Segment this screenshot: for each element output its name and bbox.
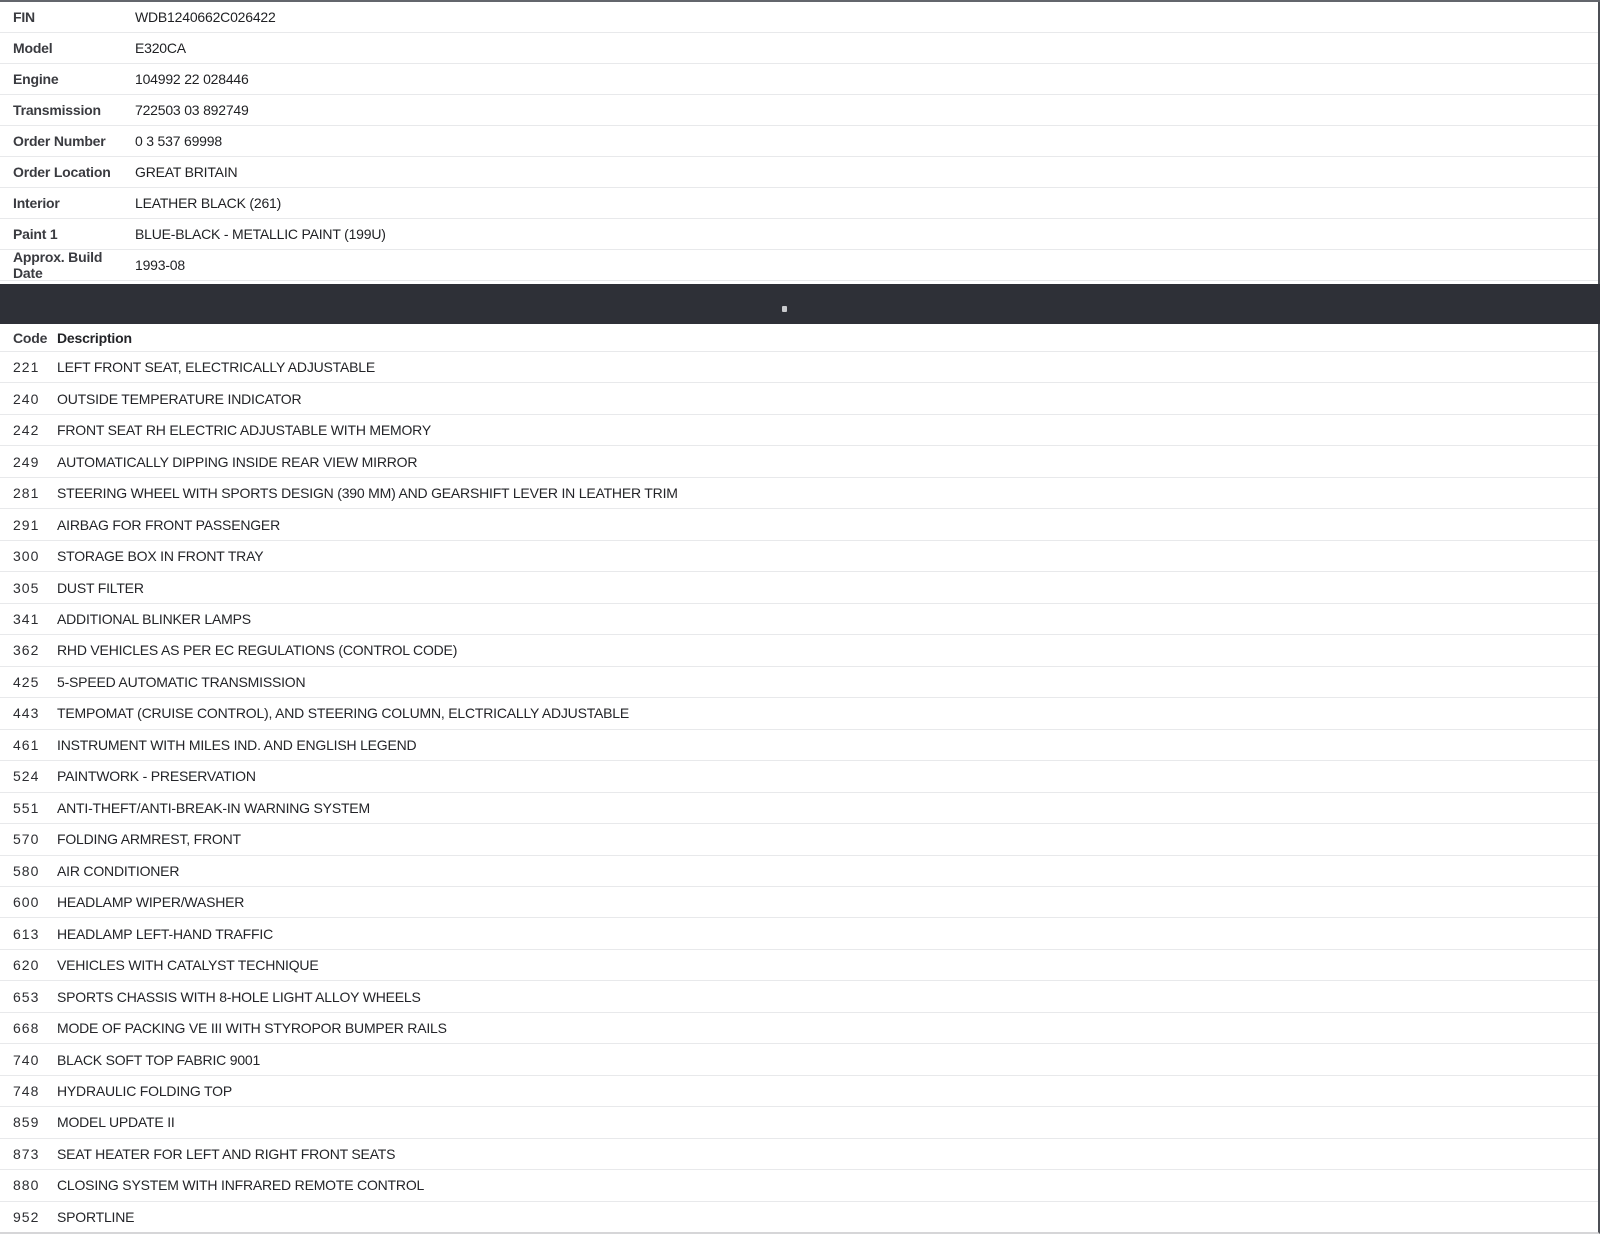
table-row (0, 981, 1598, 1012)
table-row (0, 478, 1598, 509)
table-row (0, 887, 1598, 918)
description-cell: PAINTWORK - PRESERVATION (57, 768, 256, 785)
info-row (0, 33, 1598, 64)
table-row (0, 730, 1598, 761)
info-value: LEATHER BLACK (261) (135, 195, 282, 211)
table-row (0, 1202, 1598, 1232)
code-cell: 281 (13, 485, 40, 502)
code-cell: 613 (13, 925, 40, 942)
code-cell: 443 (13, 705, 40, 722)
code-cell: 873 (13, 1145, 40, 1162)
description-cell: SPORTLINE (57, 1208, 135, 1225)
info-row (0, 219, 1598, 250)
table-header-row (0, 324, 1598, 352)
table-row (0, 667, 1598, 698)
info-label: Transmission (13, 102, 101, 118)
code-cell: 653 (13, 988, 40, 1005)
description-cell: ADDITIONAL BLINKER LAMPS (57, 610, 251, 627)
table-row (0, 1076, 1598, 1107)
table-row (0, 383, 1598, 414)
description-cell: VEHICLES WITH CATALYST TECHNIQUE (57, 957, 319, 974)
code-cell: 425 (13, 673, 40, 690)
code-cell: 461 (13, 736, 40, 753)
description-cell: RHD VEHICLES AS PER EC REGULATIONS (CONTROL CODE) (57, 642, 458, 659)
code-column-header: Code (13, 329, 48, 346)
description-cell: STORAGE BOX IN FRONT TRAY (57, 548, 264, 565)
description-cell: CLOSING SYSTEM WITH INFRARED REMOTE CONTROL (57, 1177, 425, 1194)
code-cell: 740 (13, 1051, 40, 1068)
info-label: Order Location (13, 164, 111, 180)
code-cell: 551 (13, 799, 40, 816)
table-row (0, 572, 1598, 603)
info-row (0, 188, 1598, 219)
table-row (0, 446, 1598, 477)
description-cell: MODE OF PACKING VE III WITH STYROPOR BUMPER RAILS (57, 1020, 447, 1037)
info-row (0, 157, 1598, 188)
code-cell: 524 (13, 768, 40, 785)
table-row (0, 1107, 1598, 1138)
info-value: GREAT BRITAIN (135, 164, 238, 180)
description-cell: SEAT HEATER FOR LEFT AND RIGHT FRONT SEATS (57, 1145, 396, 1162)
code-cell: 305 (13, 579, 40, 596)
table-row (0, 1044, 1598, 1075)
table-row (0, 1139, 1598, 1170)
code-cell: 221 (13, 359, 40, 376)
table-row (0, 824, 1598, 855)
table-row (0, 1013, 1598, 1044)
info-value: BLUE-BLACK - METALLIC PAINT (199U) (135, 226, 386, 242)
info-label: FIN (13, 9, 35, 25)
table-row (0, 635, 1598, 666)
table-row (0, 415, 1598, 446)
table-row (0, 918, 1598, 949)
code-cell: 580 (13, 862, 40, 879)
description-cell: TEMPOMAT (CRUISE CONTROL), AND STEERING COLUMN, ELCTRICALLY ADJUSTABLE (57, 705, 630, 722)
code-cell: 249 (13, 453, 40, 470)
code-cell: 668 (13, 1020, 40, 1037)
info-value: 1993-08 (135, 257, 185, 273)
description-cell: HYDRAULIC FOLDING TOP (57, 1083, 232, 1100)
description-cell: AIR CONDITIONER (57, 862, 180, 879)
table-row (0, 698, 1598, 729)
description-cell: AUTOMATICALLY DIPPING INSIDE REAR VIEW MIRROR (57, 453, 418, 470)
info-row (0, 95, 1598, 126)
code-cell: 341 (13, 610, 40, 627)
info-row (0, 2, 1598, 33)
code-cell: 859 (13, 1114, 40, 1131)
info-value: WDB1240662C026422 (135, 9, 276, 25)
code-cell: 600 (13, 894, 40, 911)
code-cell: 291 (13, 516, 40, 533)
description-cell: LEFT FRONT SEAT, ELECTRICALLY ADJUSTABLE (57, 359, 375, 376)
info-row (0, 126, 1598, 157)
info-row (0, 250, 1598, 281)
code-cell: 240 (13, 390, 40, 407)
description-cell: AIRBAG FOR FRONT PASSENGER (57, 516, 280, 533)
info-label: Order Number (13, 133, 106, 149)
description-cell: FOLDING ARMREST, FRONT (57, 831, 241, 848)
description-cell: BLACK SOFT TOP FABRIC 9001 (57, 1051, 261, 1068)
info-label: Model (13, 40, 53, 56)
description-cell: HEADLAMP WIPER/WASHER (57, 894, 245, 911)
code-cell: 880 (13, 1177, 40, 1194)
table-row (0, 793, 1598, 824)
info-value: 0 3 537 69998 (135, 133, 222, 149)
code-cell: 570 (13, 831, 40, 848)
description-cell: HEADLAMP LEFT-HAND TRAFFIC (57, 925, 273, 942)
table-row (0, 761, 1598, 792)
divider-dot-icon (782, 306, 787, 312)
info-row (0, 64, 1598, 95)
description-cell: SPORTS CHASSIS WITH 8-HOLE LIGHT ALLOY WHEELS (57, 988, 421, 1005)
code-cell: 748 (13, 1083, 40, 1100)
description-cell: 5-SPEED AUTOMATIC TRANSMISSION (57, 673, 306, 690)
table-body (0, 352, 1598, 1232)
vehicle-info-table (0, 2, 1600, 281)
description-cell: STEERING WHEEL WITH SPORTS DESIGN (390 MM) AND GEARSHIFT LEVER IN LEATHER TRIM (57, 485, 678, 502)
table-row (0, 509, 1598, 540)
info-label: Paint 1 (13, 226, 58, 242)
code-cell: 362 (13, 642, 40, 659)
description-cell: ANTI-THEFT/ANTI-BREAK-IN WARNING SYSTEM (57, 799, 370, 816)
description-cell: OUTSIDE TEMPERATURE INDICATOR (57, 390, 302, 407)
description-cell: MODEL UPDATE II (57, 1114, 175, 1131)
info-value: E320CA (135, 40, 186, 56)
info-label: Engine (13, 71, 59, 87)
description-cell: DUST FILTER (57, 579, 144, 596)
section-divider-bar (0, 284, 1600, 324)
code-cell: 242 (13, 422, 40, 439)
info-value: 722503 03 892749 (135, 102, 249, 118)
table-row (0, 950, 1598, 981)
code-cell: 620 (13, 957, 40, 974)
table-row (0, 1170, 1598, 1201)
code-cell: 300 (13, 548, 40, 565)
table-row (0, 352, 1598, 383)
description-cell: INSTRUMENT WITH MILES IND. AND ENGLISH LEGEND (57, 736, 417, 753)
info-label: Interior (13, 195, 60, 211)
table-row (0, 541, 1598, 572)
code-cell: 952 (13, 1208, 40, 1225)
description-column-header: Description (57, 329, 132, 346)
info-label: Approx. Build Date (13, 249, 103, 281)
table-row (0, 856, 1598, 887)
equipment-codes-table (0, 324, 1600, 1234)
description-cell: FRONT SEAT RH ELECTRIC ADJUSTABLE WITH MEMORY (57, 422, 431, 439)
info-value: 104992 22 028446 (135, 71, 249, 87)
table-row (0, 604, 1598, 635)
